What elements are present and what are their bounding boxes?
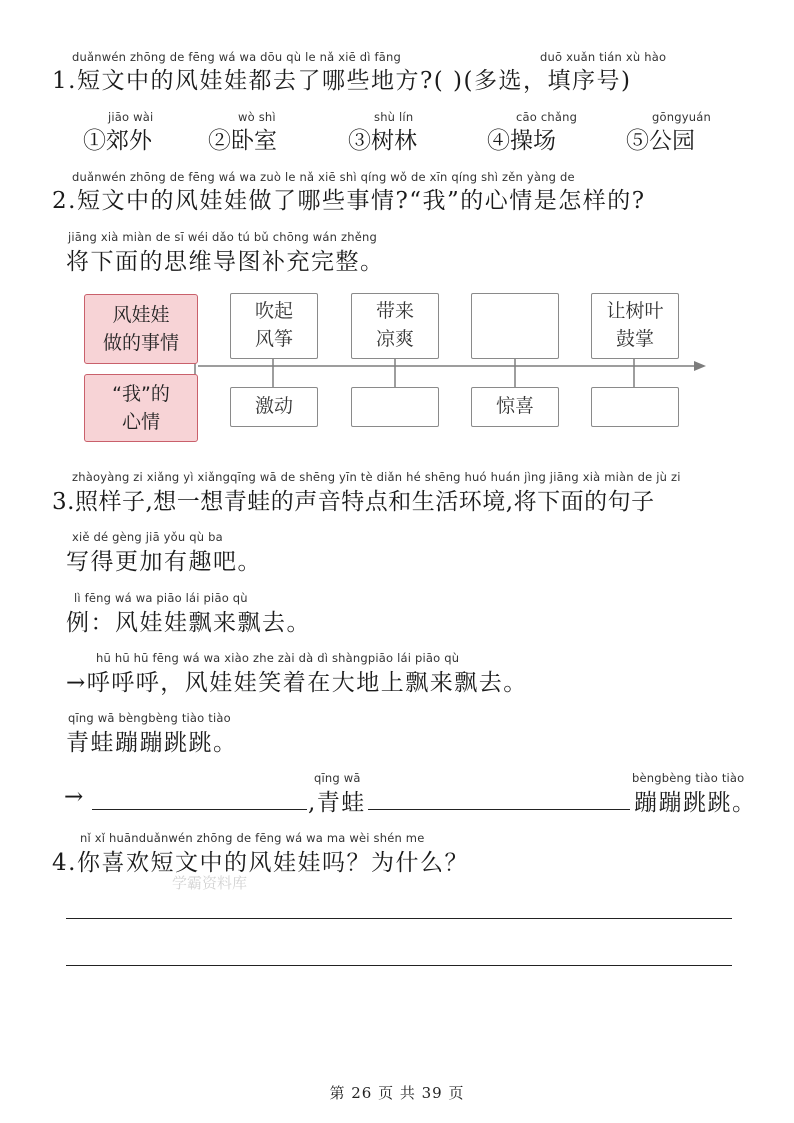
watermark: 学霸资料库: [172, 874, 248, 892]
q1-pinyin-right: duō xuǎn tián xù hào: [540, 50, 667, 64]
q2-sub-text: 将下面的思维导图补充完整。: [66, 249, 385, 275]
q1-pinyin: duǎnwén zhōng de fēng wá wa dōu qù le nǎ xiē dì fāng: [72, 50, 401, 64]
mind-map-action-box: 带来 凉爽: [351, 293, 439, 359]
q1-option-3: ③树林: [348, 128, 417, 154]
q1-option-5-pinyin: gōngyuán: [652, 110, 711, 124]
mind-map-row1-label: 风娃娃 做的事情: [84, 294, 198, 364]
q1-option-5: ⑤公园: [626, 128, 695, 154]
q1-option-2-pinyin: wò shì: [238, 110, 276, 124]
q3-pinyin: zhàoyàng zi xiǎng yì xiǎngqīng wā de shēng yīn tè diǎn hé shēng huó huán jìng jiāng xià miàn de jù zi: [72, 470, 681, 484]
mind-map-action-box: 吹起 风筝: [230, 293, 318, 359]
q3-answer-blank-1[interactable]: [92, 809, 307, 810]
q3-sentence-pinyin: qīng wā bèngbèng tiào tiào: [68, 711, 231, 725]
mind-map-feeling-blank[interactable]: [591, 387, 679, 427]
q1-option-2: ②卧室: [208, 128, 277, 154]
q1-option-3-pinyin: shù lín: [374, 110, 414, 124]
q3-sentence: 青蛙蹦蹦跳跳。: [66, 730, 238, 756]
q3-answer-arrow: →: [64, 784, 85, 810]
q3-answer-pinyin-end: bèngbèng tiào tiào: [632, 771, 745, 785]
q4-pinyin: nǐ xǐ huānduǎnwén zhōng de fēng wá wa ma wèi shén me: [80, 831, 425, 845]
mind-map-action-blank[interactable]: [471, 293, 559, 359]
q3-answer-mid: ,青蛙: [308, 790, 366, 816]
q3-example-pinyin: lì fēng wá wa piāo lái piāo qù: [74, 591, 248, 605]
q1-option-1: ①郊外: [83, 128, 152, 154]
q1-option-1-pinyin: jiāo wài: [108, 110, 154, 124]
q1-option-4-pinyin: cāo chǎng: [516, 110, 578, 124]
q2-pinyin: duǎnwén zhōng de fēng wá wa zuò le nǎ xiē shì qíng wǒ de xīn qíng shì zěn yàng de: [72, 170, 575, 184]
q3-text2: 写得更加有趣吧。: [66, 549, 262, 575]
mind-map-feeling-box: 惊喜: [471, 387, 559, 427]
mind-map-action-box: 让树叶 鼓掌: [591, 293, 679, 359]
q3-text2-pinyin: xiě dé gèng jiā yǒu qù ba: [72, 530, 223, 544]
q2-text: 2.短文中的风娃娃做了哪些事情?“我”的心情是怎样的?: [52, 188, 646, 214]
q2-sub-pinyin: jiāng xià miàn de sī wéi dǎo tú bǔ chōng wán zhěng: [68, 230, 377, 244]
q3-example: 例：风娃娃飘来飘去。: [66, 610, 311, 636]
q1-option-4: ④操场: [487, 128, 556, 154]
timeline-arrowhead: [694, 361, 706, 371]
q3-text: 3.照样子,想一想青蛙的声音特点和生活环境,将下面的句子: [52, 489, 655, 515]
q3-example-answer: →呼呼呼，风娃娃笑着在大地上飘来飘去。: [66, 670, 528, 696]
q3-answer-pinyin-mid: qīng wā: [314, 771, 361, 785]
mind-map-feeling-box: 激动: [230, 387, 318, 427]
mind-map-row2-label: “我”的 心情: [84, 374, 198, 442]
q3-answer-end: 蹦蹦跳跳。: [634, 790, 757, 816]
q4-answer-line-2[interactable]: [66, 965, 732, 966]
q3-example-answer-pinyin: hū hū hū fēng wá wa xiào zhe zài dà dì shàngpiāo lái piāo qù: [96, 651, 460, 665]
q4-text: 4.你喜欢短文中的风娃娃吗？为什么？: [52, 850, 469, 876]
q3-answer-blank-2[interactable]: [368, 809, 630, 810]
q1-text: 1.短文中的风娃娃都去了哪些地方?( )(多选，填序号): [52, 68, 632, 94]
page-footer: 第 26 页 共 39 页: [329, 1084, 465, 1102]
q4-answer-line-1[interactable]: [66, 918, 732, 919]
mind-map-feeling-blank[interactable]: [351, 387, 439, 427]
